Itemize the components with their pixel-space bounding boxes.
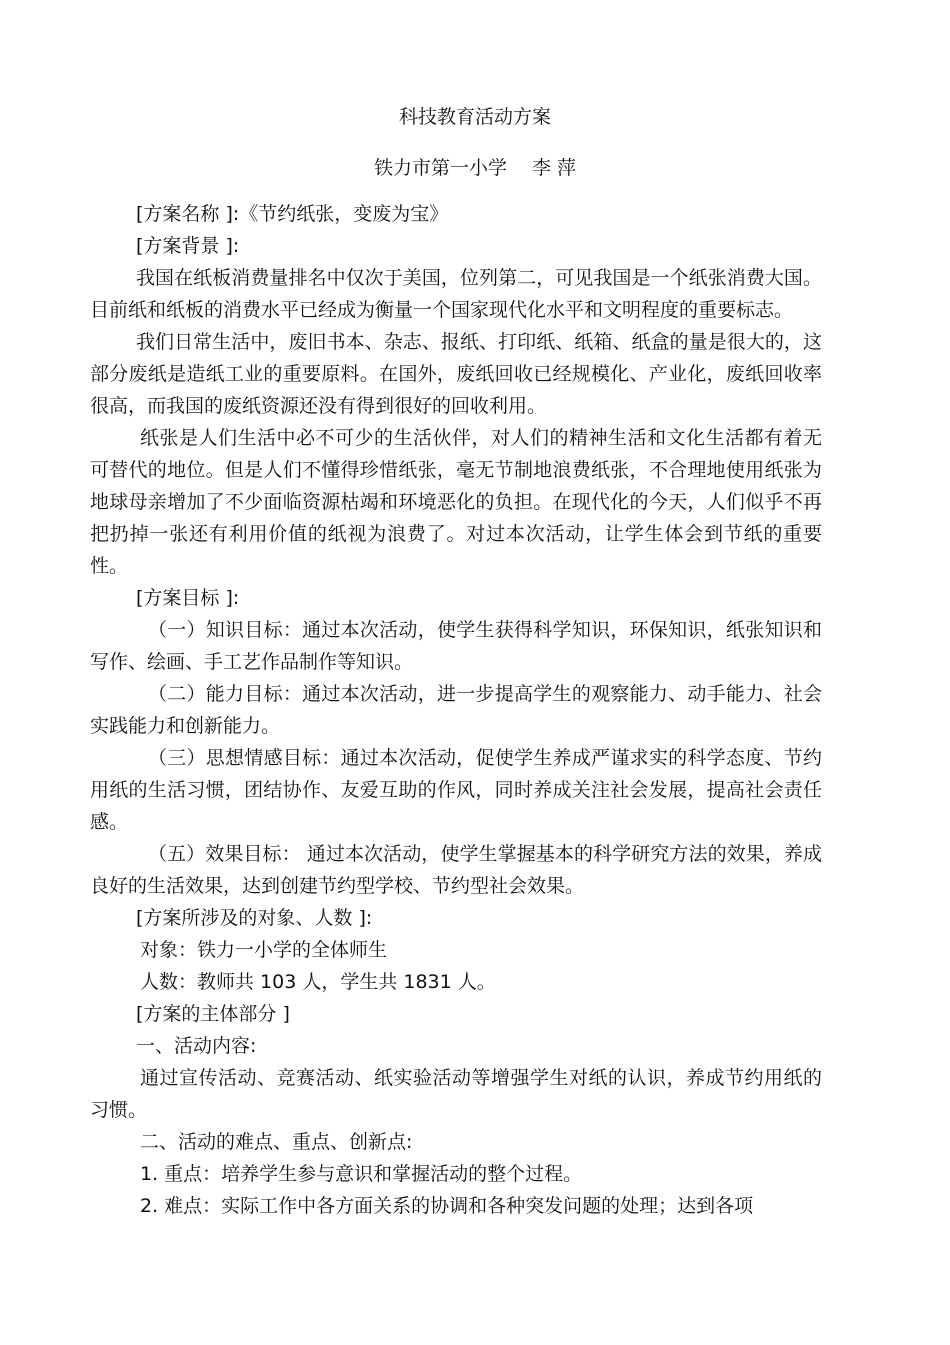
paragraph: 纸张是人们生活中必不可少的生活伙伴，对人们的精神生活和文化生活都有着无可替代的地位。但是人们不懂得珍惜纸张，毫无节制地浪费纸张，不合理地使用纸张为地球母亲增加了不少面临资源枯竭和环境恶化的负担。在现代化的今天，人们似乎不再把扔掉一张还有利用价值的纸视为浪费了。对过本次活动，让学生体会到节纸的重要性。 bbox=[90, 427, 822, 577]
paragraph: [方案名称 ]:《节约纸张，变废为宝》 bbox=[136, 203, 449, 225]
paragraph: [方案所涉及的对象、人数 ]: bbox=[136, 907, 373, 929]
paragraph: （二）能力目标：通过本次活动，进一步提高学生的观察能力、动手能力、社会实践能力和创新能力。 bbox=[90, 683, 822, 737]
paragraph: 通过宣传活动、竞赛活动、纸实验活动等增强学生对纸的认识，养成节约用纸的习惯。 bbox=[90, 1067, 822, 1121]
paragraph: （三）思想情感目标：通过本次活动，促使学生养成严谨求实的科学态度、节约用纸的生活习惯，团结协作、友爱互助的作风，同时养成关注社会发展，提高社会责任感。 bbox=[90, 747, 822, 833]
paragraph: [方案的主体部分 ] bbox=[136, 1003, 290, 1025]
paragraph: 我们日常生活中，废旧书本、杂志、报纸、打印纸、纸箱、纸盒的量是很大的，这部分废纸是造纸工业的重要原料。在国外，废纸回收已经规模化、产业化，废纸回收率很高，而我国的废纸资源还没有得到很好的回收利用。 bbox=[90, 331, 822, 417]
author-line: 铁力市第一小学 李 萍 bbox=[373, 157, 577, 179]
paragraph: 对象：铁力一小学的全体师生 bbox=[140, 939, 388, 961]
paragraph: 2. 难点：实际工作中各方面关系的协调和各种突发问题的处理；达到各项 bbox=[140, 1195, 754, 1217]
paragraph: 一、活动内容: bbox=[136, 1035, 257, 1057]
paragraph: [方案背景 ]: bbox=[136, 235, 240, 257]
paragraph: 我国在纸板消费量排名中仅次于美国，位列第二，可见我国是一个纸张消费大国。目前纸和纸板的消费水平已经成为衡量一个国家现代化水平和文明程度的重要标志。 bbox=[90, 267, 822, 321]
paragraph: 1. 重点：培养学生参与意识和掌握活动的整个过程。 bbox=[140, 1163, 583, 1185]
document-title: 科技教育活动方案 bbox=[398, 106, 551, 128]
paragraph: [方案目标 ]: bbox=[136, 587, 240, 609]
paragraph: （五）效果目标： 通过本次活动，使学生掌握基本的科学研究方法的效果，养成良好的生活效果，达到创建节约型学校、节约型社会效果。 bbox=[90, 843, 822, 897]
paragraph: 人数：教师共 103 人，学生共 1831 人。 bbox=[140, 971, 496, 993]
paragraph: 二、活动的难点、重点、创新点: bbox=[140, 1131, 413, 1153]
paragraph: （一）知识目标：通过本次活动，使学生获得科学知识，环保知识，纸张知识和写作、绘画、手工艺作品制作等知识。 bbox=[90, 619, 822, 673]
document-body bbox=[90, 198, 822, 1222]
